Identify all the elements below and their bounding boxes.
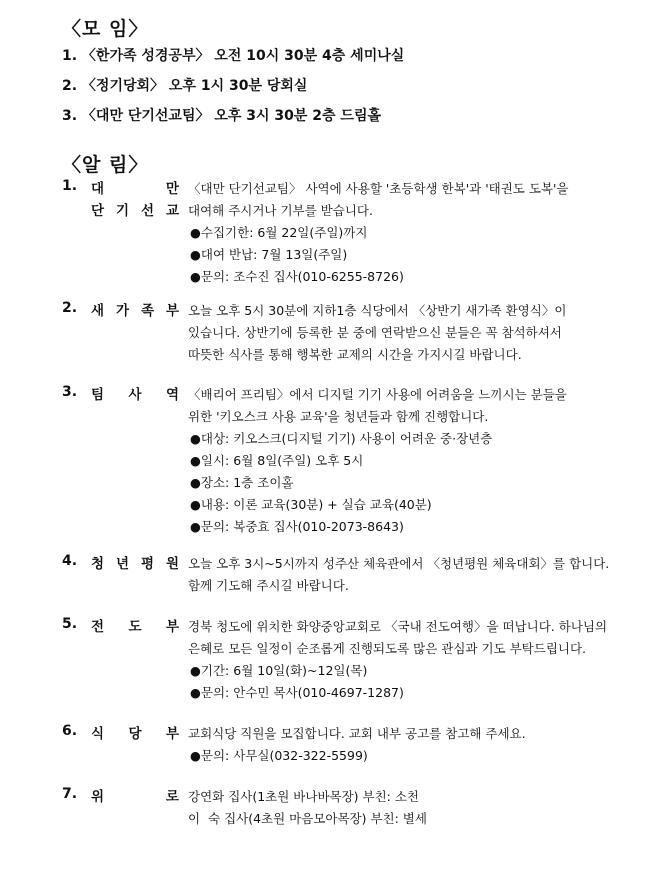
notice-number: 4.	[62, 553, 78, 569]
notice-category: 대 만 단 기 선 교	[91, 181, 179, 219]
notice-bullet: ●내용: 이론 교육(30분) + 실습 교육(40분)	[190, 497, 432, 512]
notice-number: 7.	[62, 786, 78, 802]
notice-line: 이 숙 집사(4초원 마음모아목장) 부친: 별세	[188, 811, 427, 826]
notice-category: 새 가 족 부	[91, 303, 179, 319]
meetings-heading: 〈모 임〉	[62, 18, 149, 40]
notice-line: 함께 기도해 주시길 바랍니다.	[188, 578, 349, 593]
notice-bullet: ●장소: 1층 조이홀	[190, 475, 294, 490]
notice-bullet: ●대여 반납: 7월 13일(주일)	[190, 247, 348, 262]
notice-line: 있습니다. 상반기에 등록한 분 중에 연락받으신 분들은 꼭 참석하셔서	[188, 325, 562, 340]
notice-body	[188, 786, 648, 830]
notice-bullet: ●일시: 6월 8일(주일) 오후 5시	[190, 453, 364, 468]
notice-number: 1.	[62, 178, 78, 194]
notices-heading: 〈알 림〉	[62, 154, 149, 176]
notice-line: 위한 '키오스크 사용 교육'을 청년들과 함께 진행합니다.	[188, 409, 489, 424]
notice-bullet: ●문의: 조수진 집사(010-6255-8726)	[190, 269, 404, 284]
notice-number: 3.	[62, 384, 78, 400]
notice-category: 팀 사 역	[91, 387, 179, 403]
notice-category: 청 년 평 원	[91, 556, 179, 572]
notice-bullet: ●문의: 안수민 목사(010-4697-1287)	[190, 685, 404, 700]
notice-bullet: ●수집기한: 6월 22일(주일)까지	[190, 225, 368, 240]
notice-bullet: ●기간: 6월 10일(화)~12일(목)	[190, 663, 368, 678]
notice-line: 은혜로 모든 일정이 순조롭게 진행되도록 많은 관심과 기도 부탁드립니다.	[188, 641, 587, 656]
notice-body	[188, 300, 648, 366]
meeting-item: 2. 〈정기당회〉 오후 1시 30분 당회실	[62, 78, 308, 94]
notice-bullet: ●문의: 사무실(032-322-5599)	[190, 748, 368, 763]
notice-number: 2.	[62, 300, 78, 316]
notice-category: 전 도 부	[91, 619, 179, 635]
notice-number: 5.	[62, 616, 78, 632]
notice-bullet: ●문의: 복중효 집사(010-2073-8643)	[190, 519, 404, 534]
notice-line: 〈대만 단기선교팀〉 사역에 사용할 '초등학생 한복'과 '태권도 도복'을	[188, 181, 569, 196]
notice-line: 오늘 오후 5시 30분에 지하1층 식당에서 〈상반기 새가족 환영식〉이	[188, 303, 567, 318]
notice-line: 교회식당 직원을 모집합니다. 교회 내부 공고를 참고해 주세요.	[188, 726, 526, 741]
meeting-item: 1. 〈한가족 성경공부〉 오전 10시 30분 4층 세미나실	[62, 48, 405, 64]
notice-category: 위 로	[91, 789, 179, 805]
notice-body	[188, 553, 648, 597]
notice-line: 대여해 주시거나 기부를 받습니다.	[188, 203, 373, 218]
notice-body	[188, 616, 648, 704]
notice-line: 따뜻한 식사를 통해 행복한 교제의 시간을 가지시길 바랍니다.	[188, 347, 522, 362]
notice-body	[188, 384, 648, 538]
notice-body	[188, 723, 648, 767]
notice-bullet: ●대상: 키오스크(디지털 기기) 사용이 어려운 중·장년층	[190, 431, 493, 446]
meeting-item: 3. 〈대만 단기선교팀〉 오후 3시 30분 2층 드림홀	[62, 108, 382, 124]
notice-category: 식 당 부	[91, 726, 179, 742]
notice-number: 6.	[62, 723, 78, 739]
notice-line: 〈배리어 프리팀〉에서 디지털 기기 사용에 어려움을 느끼시는 분들을	[188, 387, 567, 402]
notice-body	[188, 178, 648, 288]
notice-line: 오늘 오후 3시~5시까지 성주산 체육관에서 〈청년평원 체육대회〉를 합니다.	[188, 556, 610, 571]
notice-line: 강연화 집사(1초원 바나바목장) 부친: 소천	[188, 789, 420, 804]
notice-line: 경북 청도에 위치한 화양중앙교회로 〈국내 전도여행〉을 떠납니다. 하나님의	[188, 619, 608, 634]
